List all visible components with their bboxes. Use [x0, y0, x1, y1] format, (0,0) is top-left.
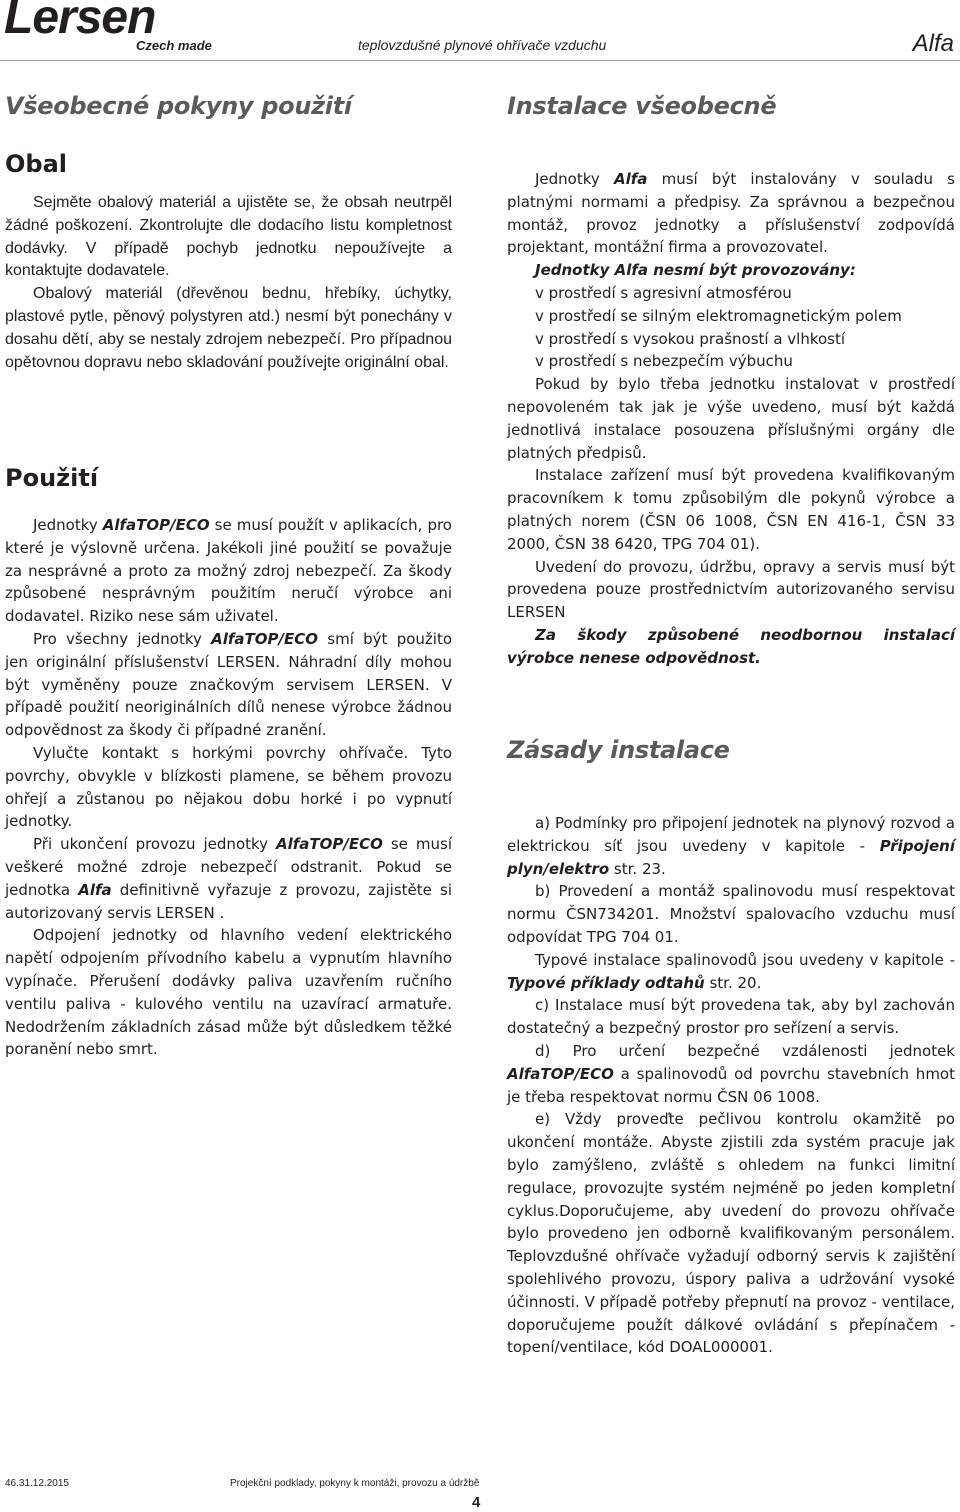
lersen-logo [4, 0, 234, 56]
pouziti-paragraph-1 [5, 514, 452, 628]
product-name: Alfa [613, 170, 648, 188]
principle-a [507, 812, 955, 880]
heading-obal: Obal [5, 150, 68, 178]
forbidden-list-heading: Jednotky Alfa nesmí být provozovány: [535, 261, 856, 280]
text-run: a) Podmínky pro připojení jednotek na plynový rozvod a elektrickou síť jsou uvedeny v kapitole - [507, 814, 955, 855]
obal-paragraph-2a: Obalový materiál (dřevěnou bednu, hřebíky, úchytky, plastové pytle, pěnový polystyren atd.) nesmí být ponechány v dosahu dětí, aby se nestaly zdrojem nebezpečí. [5, 285, 452, 348]
logo-tagline: Czech made [136, 38, 212, 53]
text-run: Jednotky [33, 516, 103, 534]
text-run: Jednotky [535, 170, 614, 188]
principle-b-types [507, 949, 955, 995]
chapter-reference: Připojení plyn/elektro [507, 836, 955, 878]
text-run: Typové instalace spalinovodů jsou uvedeny v kapitole - [535, 950, 955, 969]
header-subtitle: teplovzdušné plynové ohřívače vzduchu [358, 37, 607, 53]
product-name: AlfaTOP/ECO [211, 629, 319, 648]
text-run: musí být instalovány v souladu s platnými normami a předpisy. Za správnou a bezpečnou montáž, provoz jednotky a příslušenství zodpovídá projektant, montážní firma a provozovatel. [507, 170, 955, 257]
pouziti-paragraph-4 [5, 833, 452, 924]
footer-page-number: 4 [472, 1494, 481, 1511]
pouziti-text [5, 514, 452, 1061]
product-name: Alfa [78, 880, 112, 899]
installation-paragraph-4: Uvedení do provozu, údržbu, opravy a servis musí být provedena pouze prostřednictvím autorizovaného servisu LERSEN [507, 557, 955, 622]
installation-liability-note: Za škody způsobené neodbornou instalací výrobce nenese odpovědnost. [507, 625, 955, 667]
obal-paragraph-2b: Pro případnou opětovnou dopravu nebo skladování používejte originální obal. [5, 330, 452, 371]
principle-e: e) Vždy proveďte pečlivou kontrolu okamžitě po ukončení montáže. Abyste zjistili zda systém pracuje jak bylo zamýšleno, zvláště s ohledem na funkci limitní regulace, provozujte systém nejméně po jeden kompletní cyklus.Doporučujeme, aby uvedení do provozu ohřívače bylo provedeno jen odborně kvalifikovaným personálem. Teplovzdušné ohřívače vyžadují odborný servis k zajištění spolehlivého provozu, úspory paliva a udržování vysoké účinnosti. V případě potřeby přepnutí na provoz - ventilace, doporučujeme použít dálkové ovládání s přepínačem - topení/ventilace, kód DOAL000001. [507, 1110, 955, 1357]
footer-doc-code: 46.31.12.2015 [5, 1478, 69, 1489]
text-run: a spalinovodů od povrchu stavebních hmot je třeba respektovat normu ČSN 06 1008. [507, 1064, 955, 1106]
pouziti-paragraph-3: Vylučte kontakt s horkými povrchy ohřívače. Tyto povrchy, obvykle v blízkosti plamene, se během provozu ohřejí a zůstanou po nějakou dobu horké i po vypnutí jednotky. [5, 743, 452, 831]
installation-paragraph-1 [507, 168, 955, 259]
forbidden-item: v prostředí se silným elektromagnetickým polem [535, 306, 902, 325]
text-run: d) Pro určení bezpečné vzdálenosti jednotek [535, 1041, 955, 1060]
text-run: str. 20. [704, 973, 762, 992]
text-run: Pro všechny jednotky [33, 629, 212, 648]
section-title-principles: Zásady instalace [507, 736, 730, 764]
text-run: smí být použito jen originální příslušenství LERSEN. Náhradní díly mohou být vyměněny pouze značkovým servisem LERSEN. V případě použití neoriginálních dílů nenese výrobce žádnou odpovědnost za škody či případné zranění. [5, 629, 452, 740]
pouziti-paragraph-2 [5, 628, 452, 742]
pouziti-paragraph-5: Odpojení jednotky od hlavního vedení elektrického napětí odpojením přívodního kabelu a vypnutím hlavního vypínače. Přerušení dodávky paliva uzavřením ručního ventilu paliva - kulového ventilu na uzavírací armatuře. Nedodržením základních zásad může být důsledkem těžké poranění nebo smrt. [5, 926, 452, 1059]
principle-c: c) Instalace musí být provedena tak, aby byl zachován dostatečný a bezpečný prostor pro seřízení a servis. [507, 996, 955, 1038]
installation-text [507, 168, 955, 670]
section-title-installation: Instalace všeobecně [507, 92, 777, 120]
principle-b: b) Provedení a montáž spalinovodu musí respektovat normu ČSN734201. Množství spalovacího vzduchu musí odpovídat TPG 704 01. [507, 882, 955, 946]
product-name: AlfaTOP/ECO [276, 835, 383, 854]
obal-paragraph-2 [5, 283, 452, 374]
text-run: Při ukončení provozu jednotky [33, 835, 277, 854]
header-divider [0, 60, 960, 61]
obal-text [5, 192, 452, 374]
chapter-reference: Typové příklady odtahů [507, 973, 705, 992]
text-run: str. 23. [609, 859, 666, 878]
footer-doc-title: Projekční podklady, pokyny k montáži, provozu a údržbě [230, 1478, 480, 1489]
logo-wordmark: Lersen [4, 0, 156, 44]
forbidden-item: v prostředí s vysokou prašností a vlhkostí [535, 329, 846, 348]
header-product-name: Alfa [912, 30, 954, 57]
principles-text [507, 812, 955, 1359]
forbidden-item: v prostředí s nebezpečím výbuchu [535, 352, 793, 371]
installation-paragraph-2: Pokud by bylo třeba jednotku instalovat v prostředí nepovoleném tak jak je výše uvedeno, musí být každá jednotlivá instalace posouzena příslušnými orgány dle platných předpisů. [507, 375, 955, 462]
obal-paragraph-1: Sejměte obalový materiál a ujistěte se, že obsah neutrpěl žádné poškození. Zkontrolujte dle dodacího listu kompletnost dodávky. V případě pochyb jednotku nepoužívejte a kontaktujte dodavatele. [5, 194, 452, 280]
text-run: se musí použít v aplikacích, pro které je výslovně určena. Jakékoli jiné použití se považuje za nesprávné a proto za možný zdroj nebezpečí. Za škody způsobené nesprávným použitím neručí výrobce ani dodavatel. Riziko nese sám uživatel. [5, 516, 452, 626]
installation-paragraph-3: Instalace zařízení musí být provedena kvalifikovaným pracovníkem k tomu způsobilým dle pokynů výrobce a platných norem (ČSN 06 1008, ČSN EN 416-1, ČSN 33 2000, ČSN 38 6420, TPG 704 01). [507, 466, 955, 553]
forbidden-item: v prostředí s agresivní atmosférou [535, 283, 792, 302]
principle-d [507, 1040, 955, 1108]
section-title-general: Všeobecné pokyny použití [5, 92, 352, 120]
product-name: AlfaTOP/ECO [102, 516, 210, 534]
page-header [0, 0, 960, 60]
product-name: AlfaTOP/ECO [507, 1064, 614, 1083]
text-run: se musí veškeré možné zdroje nebezpečí odstranit. Pokud se jednotka [5, 835, 452, 899]
heading-pouziti: Použití [5, 464, 99, 492]
text-run: definitivně vyřazuje z provozu, zajistěte si autorizovaný servis LERSEN . [5, 880, 452, 922]
